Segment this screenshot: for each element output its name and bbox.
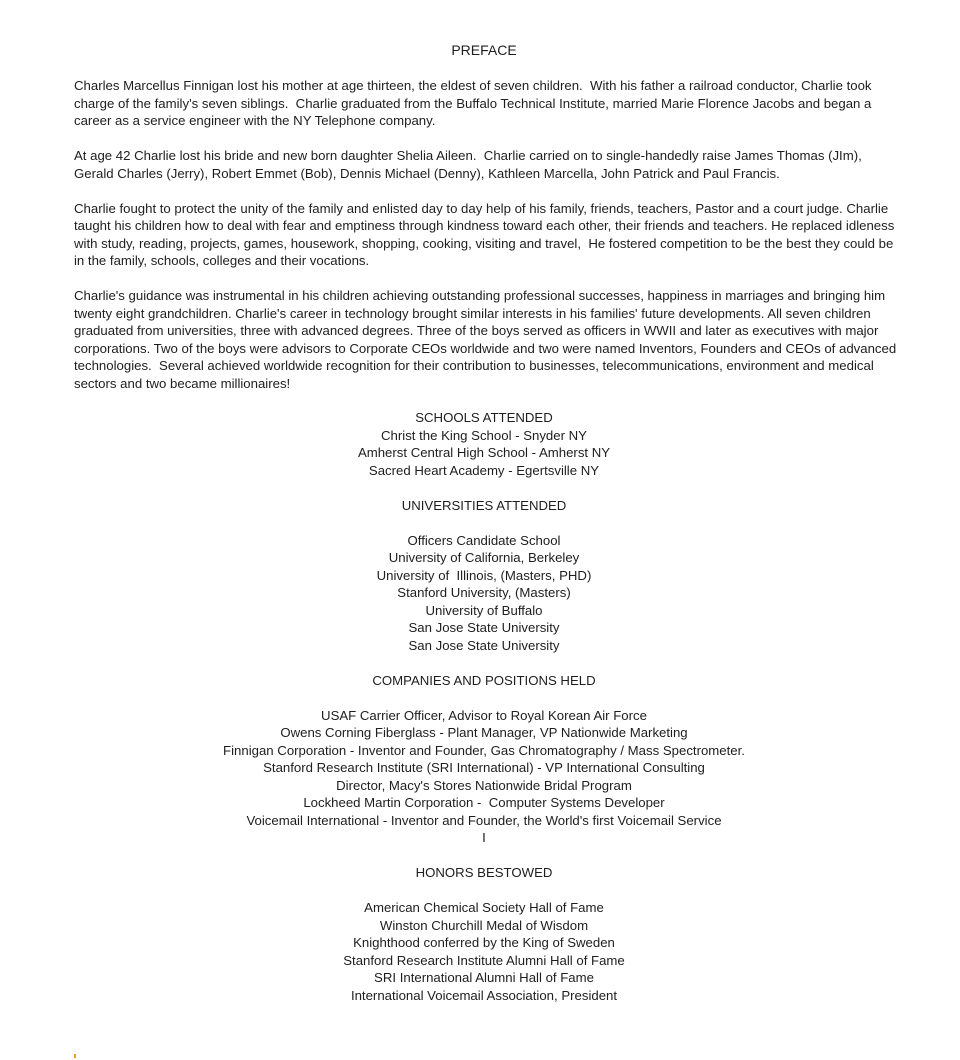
spacer bbox=[0, 689, 960, 707]
company-item: Finnigan Corporation - Inventor and Founder, Gas Chromatography / Mass Spectrometer. bbox=[223, 742, 745, 758]
page-title: PREFACE bbox=[451, 42, 517, 58]
honor-item: SRI International Alumni Hall of Fame bbox=[374, 970, 594, 985]
paragraph-1: Charles Marcellus Finnigan lost his mother at age thirteen, the eldest of seven children. With his father a railroad conductor, Charlie took charge of the family's seven siblings. Charlie graduated from the Buffalo Technical Institute, married Marie Florence Jacobs and began a career as a service engineer with the NY Telephone company. bbox=[74, 78, 876, 128]
spacer bbox=[0, 847, 960, 865]
university-item: University of Illinois, (Masters, PHD) bbox=[376, 567, 592, 583]
schools-section bbox=[0, 409, 960, 479]
company-item: Stanford Research Institute (SRI International) - VP International Consulting bbox=[263, 760, 705, 775]
university-item: University of California, Berkeley bbox=[388, 550, 580, 565]
honors-section bbox=[0, 864, 960, 1004]
honor-item: Stanford Research Institute Alumni Hall of Fame bbox=[343, 952, 625, 968]
honor-item: International Voicemail Association, President bbox=[350, 987, 618, 1003]
companies-section bbox=[0, 672, 960, 847]
honor-item: Winston Churchill Medal of Wisdom bbox=[379, 917, 589, 933]
university-item: Stanford University, (Masters) bbox=[397, 585, 571, 600]
spacer bbox=[0, 654, 960, 672]
school-item: Christ the King School - Snyder NY bbox=[381, 427, 587, 443]
page-corner-mark bbox=[74, 1054, 76, 1058]
university-item: Officers Candidate School bbox=[407, 532, 561, 548]
spacer bbox=[0, 882, 960, 900]
university-item: University of Buffalo bbox=[425, 602, 543, 618]
honors-heading: HONORS BESTOWED bbox=[415, 865, 553, 880]
spacer bbox=[0, 514, 960, 532]
lists-column bbox=[0, 409, 960, 1004]
school-item: Amherst Central High School - Amherst NY bbox=[357, 445, 611, 460]
company-item: Lockheed Martin Corporation - Computer Systems Developer bbox=[303, 795, 665, 810]
company-item: USAF Carrier Officer, Advisor to Royal Korean Air Force bbox=[321, 707, 647, 723]
honor-item: American Chemical Society Hall of Fame bbox=[364, 900, 604, 915]
company-item: Voicemail International - Inventor and Founder, the World's first Voicemail Service bbox=[246, 812, 722, 828]
spacer bbox=[0, 479, 960, 497]
schools-heading: SCHOOLS ATTENDED bbox=[415, 410, 553, 425]
preface-body bbox=[74, 77, 904, 410]
honor-item: Knighthood conferred by the King of Sweden bbox=[353, 935, 615, 950]
company-item: Director, Macy's Stores Nationwide Bridal Program bbox=[336, 777, 632, 793]
companies-heading: COMPANIES AND POSITIONS HELD bbox=[372, 672, 596, 688]
university-item: San Jose State University bbox=[408, 620, 560, 635]
universities-heading: UNIVERSITIES ATTENDED bbox=[401, 497, 567, 513]
paragraph-3: Charlie fought to protect the unity of the family and enlisted day to day help of his family, friends, teachers, Pastor and a court judge. Charlie taught his children how to deal with fear and emptiness through kindness toward each other, their friends and teachers. He replaced idleness with study, reading, projects, games, housework, shopping, cooking, visiting and travel, He fostered competition to be the best they could be in the family, schools, colleges and their vocations. bbox=[74, 200, 898, 268]
paragraph-4: Charlie's guidance was instrumental in his children achieving outstanding professional successes, happiness in marriages and bringing him twenty eight grandchildren. Charlie's career in technology brought similar interests in his families' future developments. All seven children graduated from universities, three with advanced degrees. Three of the boys served as officers in WWII and later as executives with major corporations. Two of the boys were advisors to Corporate CEOs worldwide and two were named Inventors, Founders and CEOs of advanced technologies. Several achieved worldwide recognition for their contribution to businesses, telecommunications, environment and medical sectors and two became millionaires! bbox=[74, 288, 900, 391]
school-item: Sacred Heart Academy - Egertsville NY bbox=[368, 462, 600, 478]
university-item: San Jose State University bbox=[408, 637, 560, 653]
universities-section bbox=[0, 497, 960, 655]
paragraph-2: At age 42 Charlie lost his bride and new born daughter Shelia Aileen. Charlie carried on to single-handedly raise James Thomas (JIm), Gerald Charles (Jerry), Robert Emmet (Bob), Dennis Michael (Denny), Kathleen Marcella, John Patrick and Paul Francis. bbox=[74, 148, 866, 181]
company-item: Owens Corning Fiberglass - Plant Manager, VP Nationwide Marketing bbox=[280, 725, 688, 740]
company-item: I bbox=[482, 830, 486, 845]
